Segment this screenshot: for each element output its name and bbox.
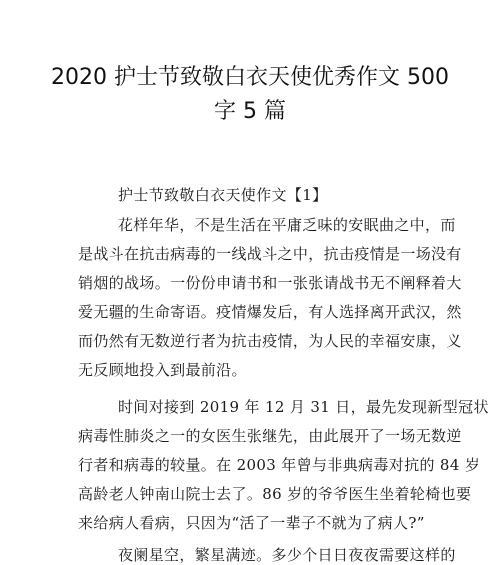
paragraph-1-line: 而仍然有无数逆行者为抗击疫情，为人民的幸福安康，义 bbox=[78, 332, 462, 350]
paragraph-2-line: 时间对接到 2019 年 12 月 31 日，最先发现新型冠状 bbox=[118, 398, 489, 416]
paragraph-1-line: 销烟的战场。一份份申请书和一张张请战书无不阐释着大 bbox=[78, 274, 462, 292]
document-title-line-2: 字 5 篇 bbox=[214, 99, 286, 124]
paragraph-2-line: 来给病人看病，只因为“活了一辈子不就为了病人?” bbox=[78, 514, 425, 532]
paragraph-1-line: 花样年华，不是生活在平庸乏味的安眠曲之中，而 bbox=[118, 216, 456, 234]
paragraph-2-line: 行者和病毒的较量。在 2003 年曾与非典病毒对抗的 84 岁 bbox=[78, 456, 481, 474]
paragraph-1-line: 无反顾地投入到最前沿。 bbox=[78, 361, 247, 379]
section-heading: 护士节致敬白衣天使作文【1】 bbox=[118, 186, 328, 204]
paragraph-1-line: 是战斗在抗击病毒的一线战斗之中，抗击疫情是一场没有 bbox=[78, 245, 462, 263]
paragraph-2-line: 高龄老人钟南山院士去了。86 岁的爷爷医生坐着轮椅也要 bbox=[78, 485, 472, 503]
document-title-line-1: 2020 护士节致敬白衣天使优秀作文 500 bbox=[51, 65, 449, 90]
paragraph-3-line: 夜阑星空，繁星满迹。多少个日日夜夜需要这样的 bbox=[118, 546, 456, 564]
paragraph-1-line: 爱无疆的生命寄语。疫情爆发后，有人选择离开武汉，然 bbox=[78, 303, 462, 321]
paragraph-2-line: 病毒性肺炎之一的女医生张继先，由此展开了一场无数逆 bbox=[78, 427, 462, 445]
